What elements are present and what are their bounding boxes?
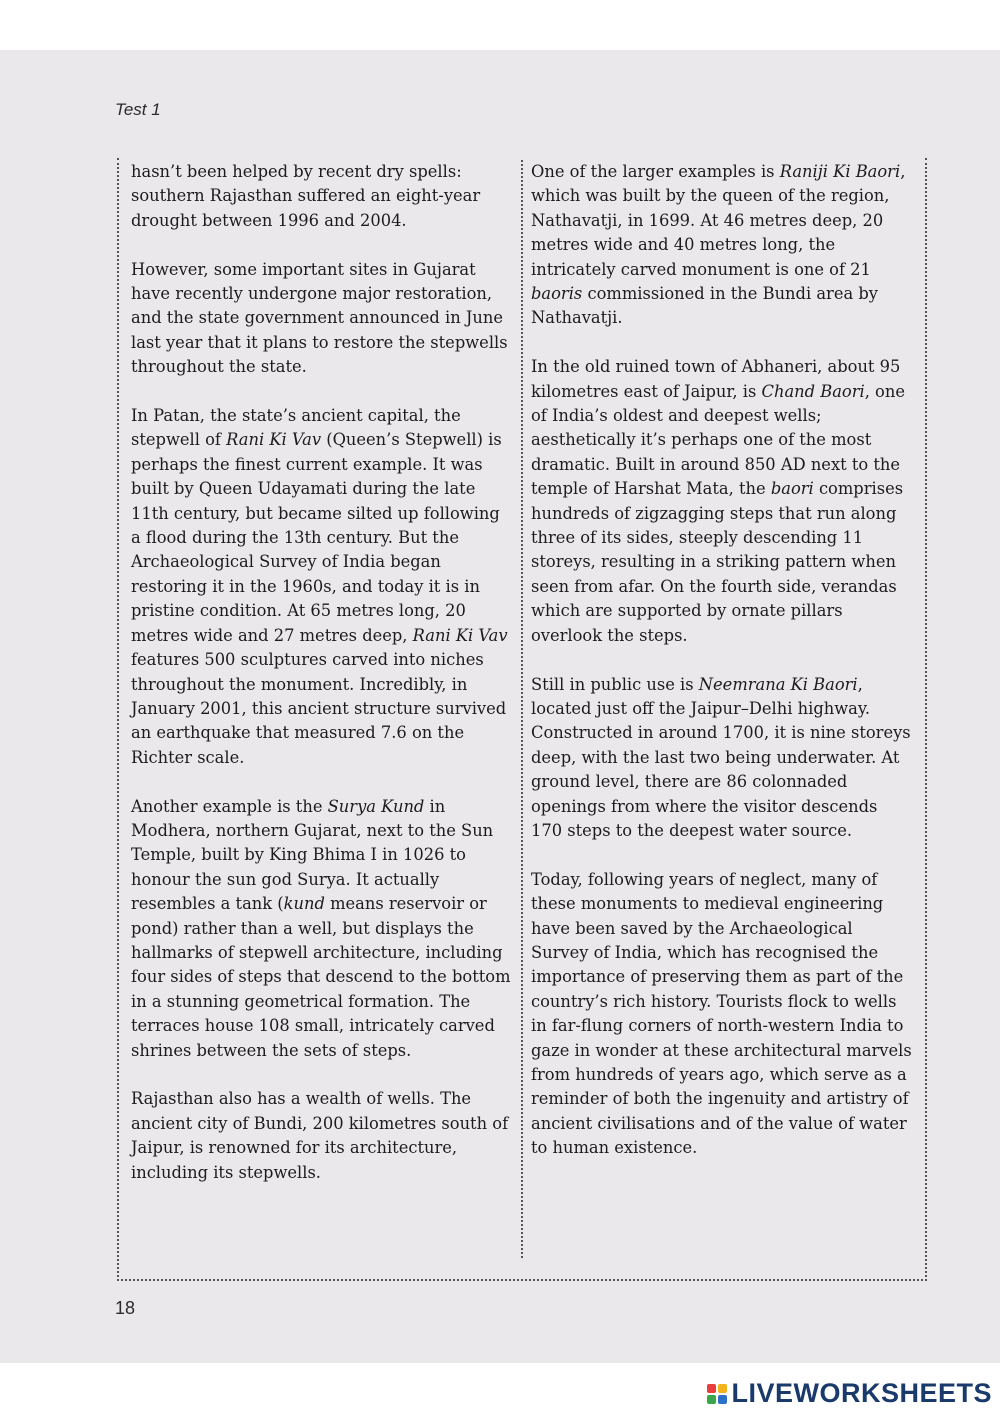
paragraph	[131, 404, 513, 770]
logo-square-yellow	[718, 1384, 727, 1393]
watermark-logo	[707, 1378, 992, 1409]
italic-term: kund	[283, 894, 325, 914]
page-header: Test 1	[115, 100, 161, 119]
text-run: , located just off the Jaipur–Delhi highway. Constructed in around 1700, it is nine storeys deep, with the last two being underwater. At ground level, there are 86 colonnaded openings from where the visitor descends 170 steps to the deepest water source.	[531, 674, 911, 840]
paragraph	[531, 673, 913, 844]
italic-term: baori	[770, 479, 814, 499]
italic-term: baoris	[531, 284, 583, 304]
paragraph	[531, 355, 913, 648]
italic-term: Rani Ki Vav	[412, 625, 508, 645]
italic-term: Surya Kund	[327, 796, 425, 816]
text-run: One of the larger examples is	[531, 162, 780, 181]
paragraph	[531, 868, 913, 1161]
text-run: In the old ruined town of Abhaneri, about 95 kilometres east of Jaipur, is	[531, 357, 901, 401]
paragraph	[131, 258, 513, 380]
italic-term: Rani Ki Vav	[226, 430, 322, 450]
text-run: in Modhera, northern Gujarat, next to the Sun Temple, built by King Bhima I in 1026 to honour the sun god Surya. It actually resembles a tank (	[131, 796, 494, 914]
text-run: (Queen’s Stepwell) is perhaps the finest current example. It was built by Queen Udayamati during the late 11th century, but became silted up following a flood during the 13th century. But the Archaeological Survey of India began restoring it in the 1960s, and today it is in pristine condition. At 65 metres long, 20 metres wide and 27 metres deep,	[131, 430, 502, 645]
logo-square-red	[707, 1384, 716, 1393]
paragraph	[531, 160, 913, 331]
liveworksheets-logo-icon	[707, 1384, 727, 1404]
text-run: commissioned in the Bundi area by Nathavatji.	[531, 284, 878, 328]
text-run: However, some important sites in Gujarat have recently undergone major restoration, and the state government announced in June last year that it plans to restore the stepwells throughout the state.	[131, 259, 508, 377]
paragraph	[131, 795, 513, 1063]
watermark-text: LIVEWORKSHEETS	[731, 1378, 992, 1408]
text-run: Another example is the	[131, 796, 328, 816]
text-run: , which was built by the queen of the region, Nathavatji, in 1699. At 46 metres deep, 20 metres wide and 40 metres long, the intricately carved monument is one of 21	[531, 162, 906, 279]
text-run: , one of India’s oldest and deepest wells; aesthetically it’s perhaps one of the most dramatic. Built in around 850 AD next to the temple of Harshat Mata, the	[531, 381, 905, 499]
text-run: means reservoir or pond) rather than a well, but displays the hallmarks of stepwell architecture, including four sides of steps that descend to the bottom in a stunning geometrical formation. The terraces house 108 small, intricately carved shrines between the sets of steps.	[131, 894, 511, 1060]
text-run: hasn’t been helped by recent dry spells: southern Rajasthan suffered an eight-year drought between 1996 and 2004.	[131, 162, 481, 230]
text-run: features 500 sculptures carved into niches throughout the monument. Incredibly, in January 2001, this ancient structure survived an earthquake that measured 7.6 on the Richter scale.	[131, 650, 507, 767]
text-run: comprises hundreds of zigzagging steps that run along three of its sides, steeply descending 11 storeys, resulting in a striking pattern when seen from afar. On the fourth side, verandas which are supported by ornate pillars overlook the steps.	[531, 479, 904, 645]
right-column	[531, 160, 913, 1185]
left-column	[131, 160, 513, 1209]
italic-term: Raniji Ki Baori	[779, 162, 901, 181]
paragraph	[131, 160, 513, 233]
text-run: Rajasthan also has a wealth of wells. The ancient city of Bundi, 200 kilometres south of Jaipur, is renowned for its architecture, including its stepwells.	[131, 1089, 509, 1182]
italic-term: Chand Baori	[761, 381, 865, 401]
logo-square-green	[707, 1395, 716, 1404]
column-divider	[521, 160, 523, 1258]
text-run: Still in public use is	[531, 674, 699, 694]
text-run: Today, following years of neglect, many of these monuments to medieval engineering have been saved by the Archaeological Survey of India, which has recognised the importance of preserving them as part of the country’s rich history. Tourists flock to wells in far-flung corners of north-western India to gaze in wonder at these architectural marvels from hundreds of years ago, which serve as a reminder of both the ingenuity and artistry of ancient civilisations and of the value of water to human existence.	[531, 869, 912, 1158]
italic-term: Neemrana Ki Baori	[698, 674, 858, 694]
text-run: In Patan, the state’s ancient capital, the stepwell of	[131, 406, 461, 450]
logo-square-blue	[718, 1395, 727, 1404]
paragraph	[131, 1087, 513, 1185]
page-number: 18	[115, 1298, 136, 1318]
